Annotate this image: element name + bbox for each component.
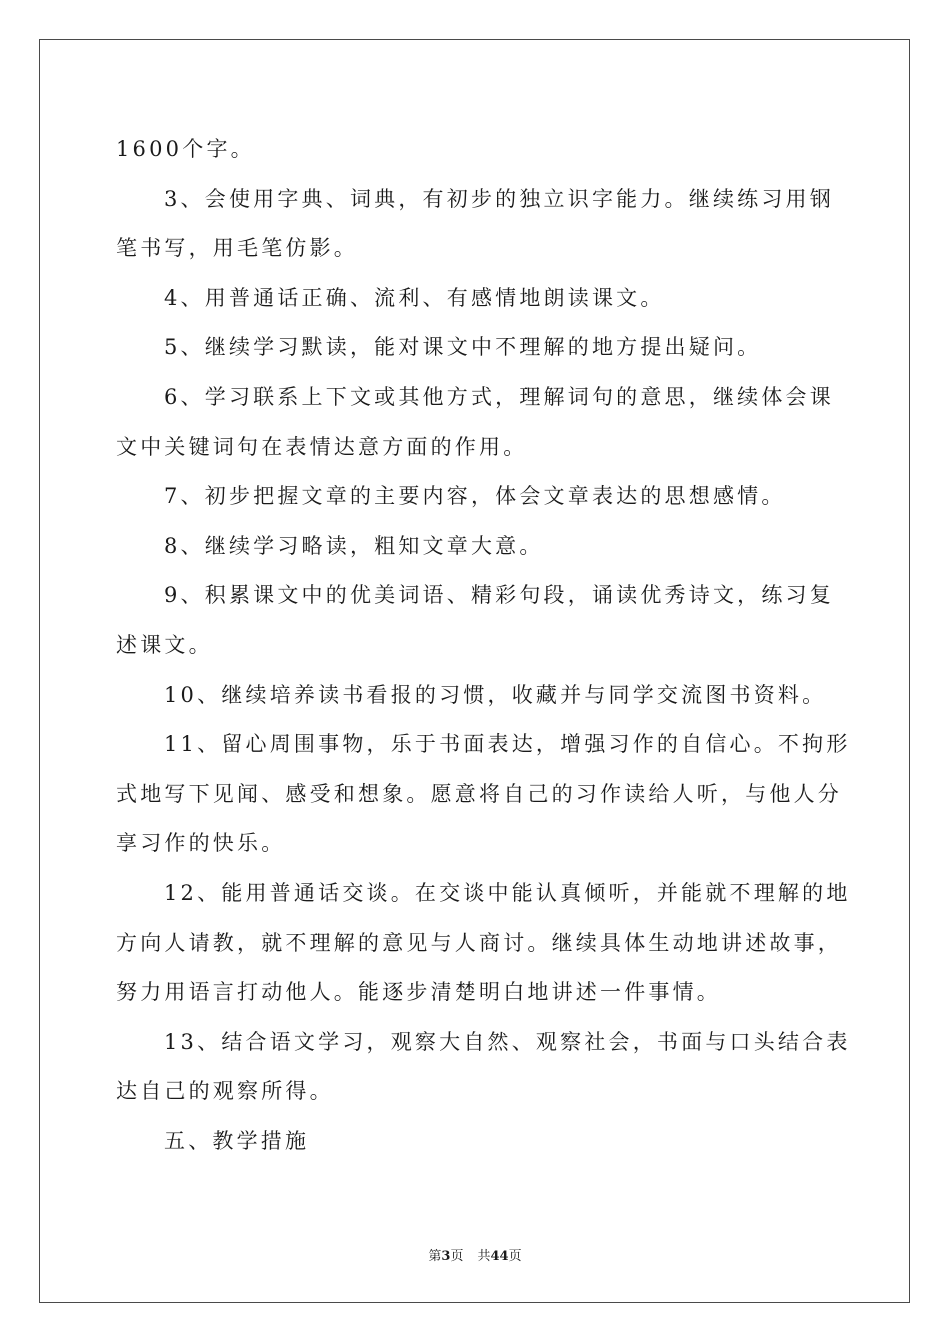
body-line: 文中关键词句在表情达意方面的作用。 bbox=[116, 434, 528, 459]
total-prefix: 共 bbox=[477, 1249, 491, 1264]
body-line: 4、用普通话正确、流利、有感情地朗读课文。 bbox=[164, 285, 665, 310]
body-line: 3、会使用字典、词典，有初步的独立识字能力。继续练习用钢 bbox=[164, 186, 834, 211]
body-line: 7、初步把握文章的主要内容，体会文章表达的思想感情。 bbox=[164, 484, 786, 509]
page-footer bbox=[0, 1248, 950, 1266]
document-body bbox=[116, 125, 851, 1166]
body-line: 享习作的快乐。 bbox=[116, 831, 286, 856]
body-line: 9、积累课文中的优美词语、精彩句段，诵读优秀诗文，练习复 bbox=[164, 583, 834, 608]
body-line: 达自己的观察所得。 bbox=[116, 1079, 334, 1104]
total-suffix: 页 bbox=[508, 1249, 522, 1264]
body-line: 述课文。 bbox=[116, 632, 213, 657]
body-line: 10、继续培养读书看报的习惯，收藏并与同学交流图书资料。 bbox=[164, 682, 827, 707]
page-number: 3 bbox=[441, 1249, 451, 1264]
body-line: 8、继续学习略读，粗知文章大意。 bbox=[164, 533, 544, 558]
body-line: 方向人请教，就不理解的意见与人商讨。继续具体生动地讲述故事， bbox=[116, 930, 842, 955]
page-prefix: 第 bbox=[428, 1249, 442, 1264]
body-line: 努力用语言打动他人。能逐步清楚明白地讲述一件事情。 bbox=[116, 980, 721, 1005]
body-line: 13、结合语文学习，观察大自然、观察社会，书面与口头结合表 bbox=[164, 1029, 851, 1054]
body-line: 1600个字。 bbox=[116, 137, 255, 161]
page-suffix: 页 bbox=[450, 1249, 464, 1264]
body-line: 5、继续学习默读，能对课文中不理解的地方提出疑问。 bbox=[164, 335, 762, 360]
body-line: 11、留心周围事物，乐于书面表达，增强习作的自信心。不拘形 bbox=[164, 732, 851, 757]
body-line: 12、能用普通话交谈。在交谈中能认真倾听，并能就不理解的地 bbox=[164, 880, 851, 905]
total-pages: 44 bbox=[490, 1249, 509, 1264]
body-line: 6、学习联系上下文或其他方式，理解词句的意思，继续体会课 bbox=[164, 384, 834, 409]
body-line: 式地写下见闻、感受和想象。愿意将自己的习作读给人听，与他人分 bbox=[116, 781, 842, 806]
body-line: 笔书写，用毛笔仿影。 bbox=[116, 236, 358, 261]
section-heading: 五、教学措施 bbox=[164, 1128, 310, 1153]
